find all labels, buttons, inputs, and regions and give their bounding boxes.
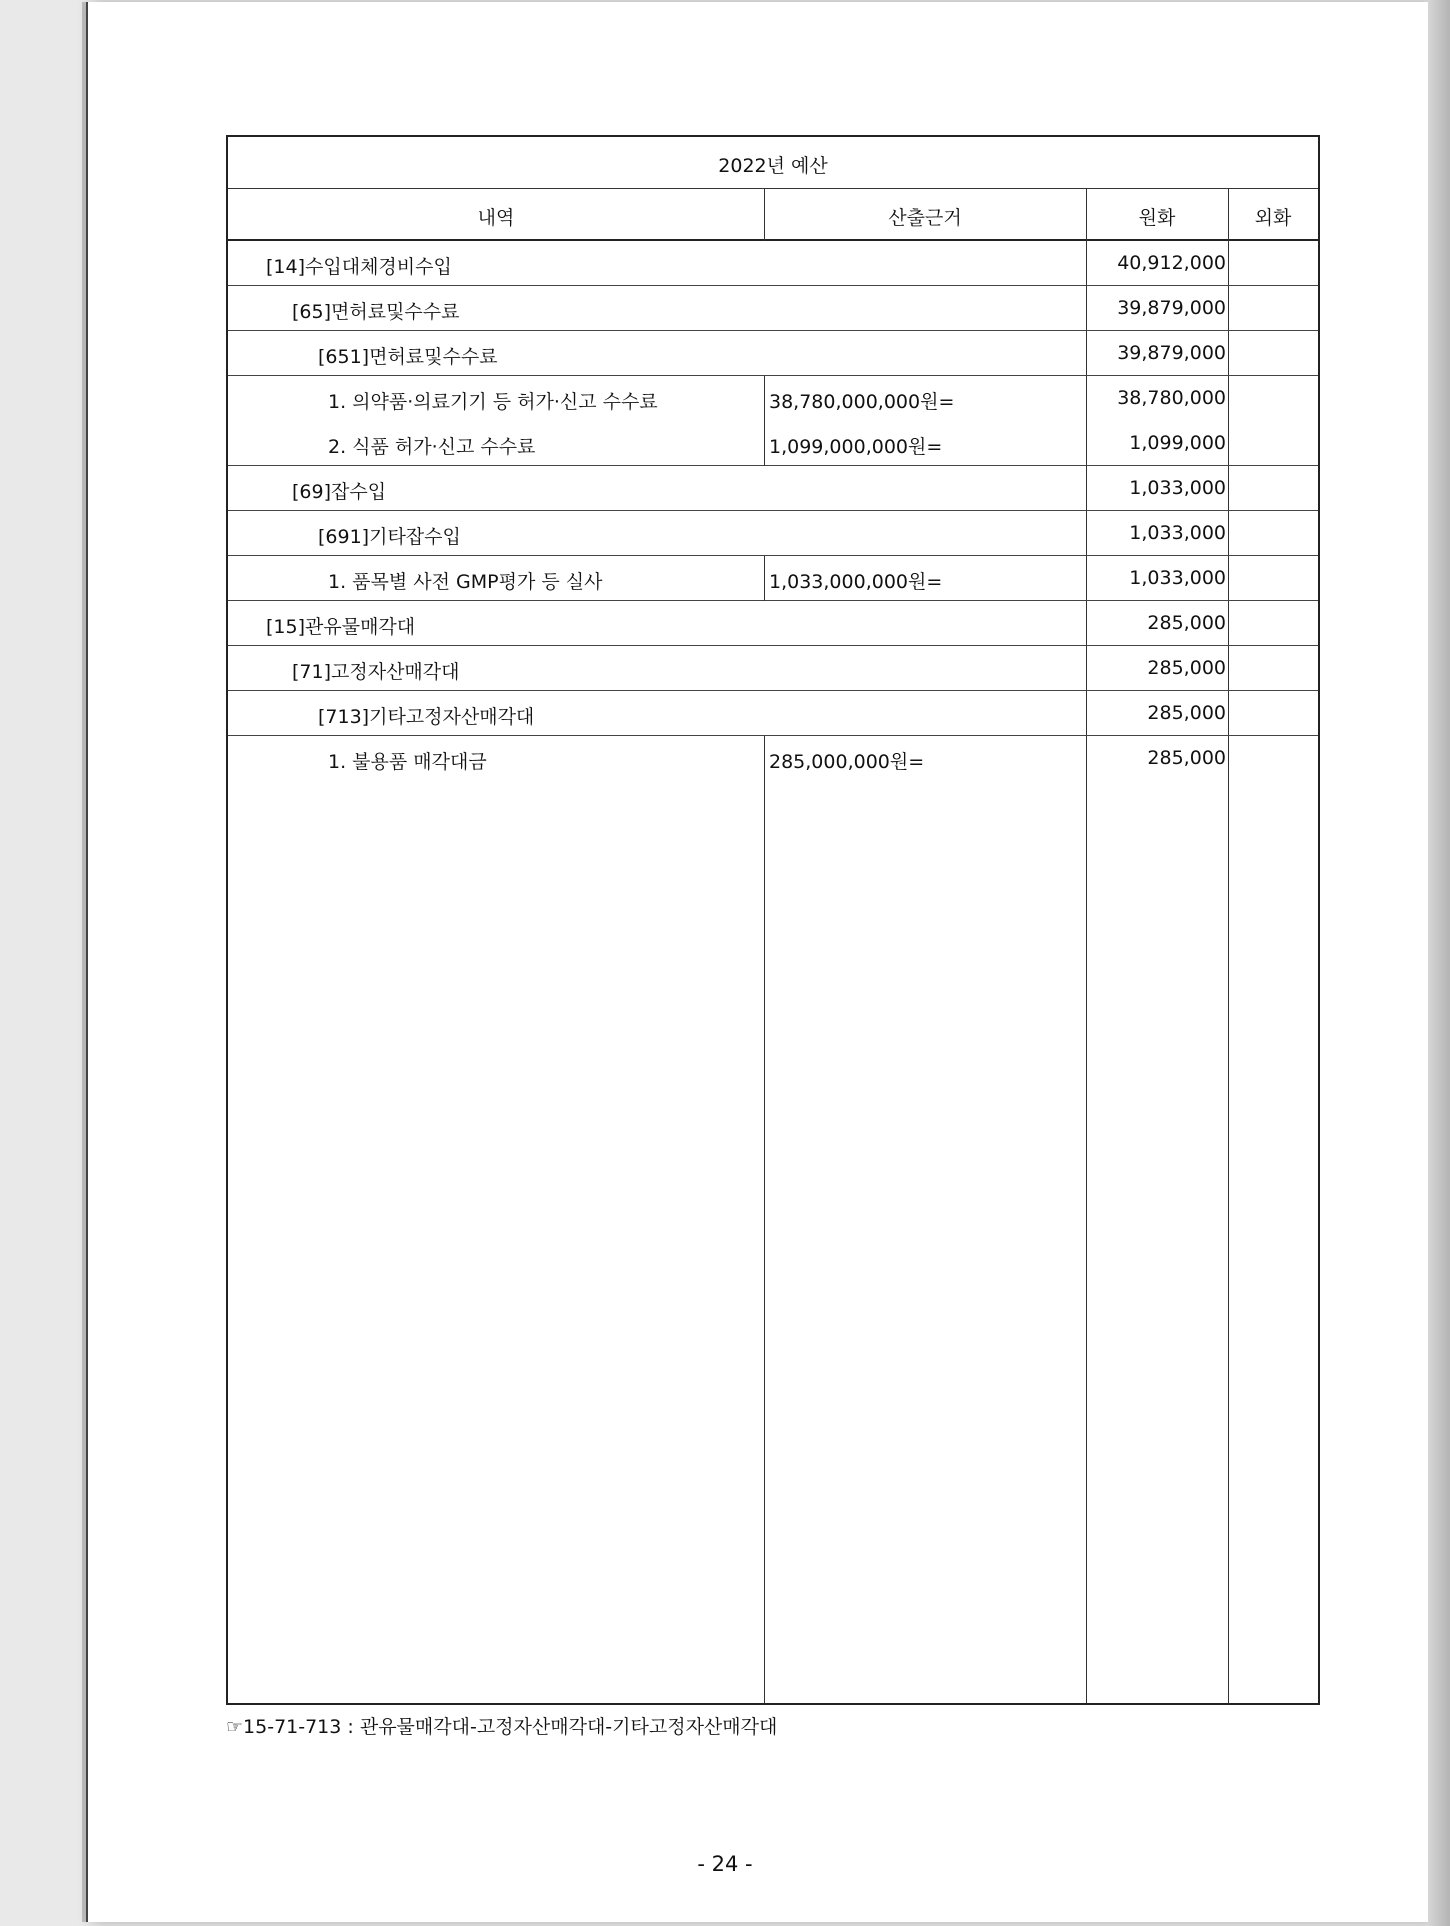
row-description: 2. 식품 허가·신고 수수료 [328,436,536,458]
row-won-amount: 39,879,000 [1117,342,1226,364]
row-won-amount: 40,912,000 [1117,252,1226,274]
table-row [228,601,1318,646]
viewer-scroll-shadow [1428,0,1450,1926]
row-won-amount: 285,000 [1147,747,1226,769]
row-description: [71]고정자산매각대 [292,661,460,683]
header-foreign: 외화 [1254,207,1292,229]
row-basis: 1,099,000,000원= [769,436,943,458]
row-description: 1. 불용품 매각대금 [328,751,487,773]
row-description: [651]면허료및수수료 [318,346,498,368]
column-divider [764,421,765,466]
row-description: 1. 의약품·의료기기 등 허가·신고 수수료 [328,391,658,413]
table-header-row [228,189,1318,241]
row-won-amount: 285,000 [1147,657,1226,679]
row-won-amount: 1,099,000 [1129,432,1226,454]
row-description: [15]관유물매각대 [266,616,416,638]
row-won-amount: 285,000 [1147,612,1226,634]
page-number: - 24 - [697,1852,753,1876]
table-row [228,646,1318,691]
column-divider [764,376,765,421]
table-row [228,376,1318,421]
table-row [228,466,1318,511]
table-row [228,511,1318,556]
column-divider [764,189,765,241]
table-row [228,241,1318,286]
row-won-amount: 285,000 [1147,702,1226,724]
row-won-amount: 39,879,000 [1117,297,1226,319]
row-description: [14]수입대체경비수입 [266,256,452,278]
row-description: [69]잡수입 [292,481,387,503]
table-title: 2022년 예산 [718,155,828,177]
table-row [228,736,1318,781]
header-won: 원화 [1138,207,1176,229]
row-description: 1. 품목별 사전 GMP평가 등 실사 [328,571,603,593]
table-row [228,286,1318,331]
row-basis: 1,033,000,000원= [769,571,943,593]
footnote: ☞15-71-713 : 관유물매각대-고정자산매각대-기타고정자산매각대 [226,1716,778,1738]
row-basis: 285,000,000원= [769,751,925,773]
row-basis: 38,780,000,000원= [769,391,955,413]
row-won-amount: 1,033,000 [1129,477,1226,499]
column-divider [764,736,765,781]
table-row [228,556,1318,601]
table-row [228,421,1318,466]
row-won-amount: 1,033,000 [1129,567,1226,589]
budget-table [226,135,1320,1705]
table-row [228,691,1318,736]
column-divider [764,781,765,1703]
row-won-amount: 1,033,000 [1129,522,1226,544]
row-description: [65]면허료및수수료 [292,301,460,323]
header-description: 내역 [477,207,515,229]
row-description: [713]기타고정자산매각대 [318,706,535,728]
row-description: [691]기타잡수입 [318,526,461,548]
column-divider [764,556,765,601]
table-row [228,331,1318,376]
table-title-row [228,137,1318,189]
row-won-amount: 38,780,000 [1117,387,1226,409]
header-basis: 산출근거 [888,207,962,229]
